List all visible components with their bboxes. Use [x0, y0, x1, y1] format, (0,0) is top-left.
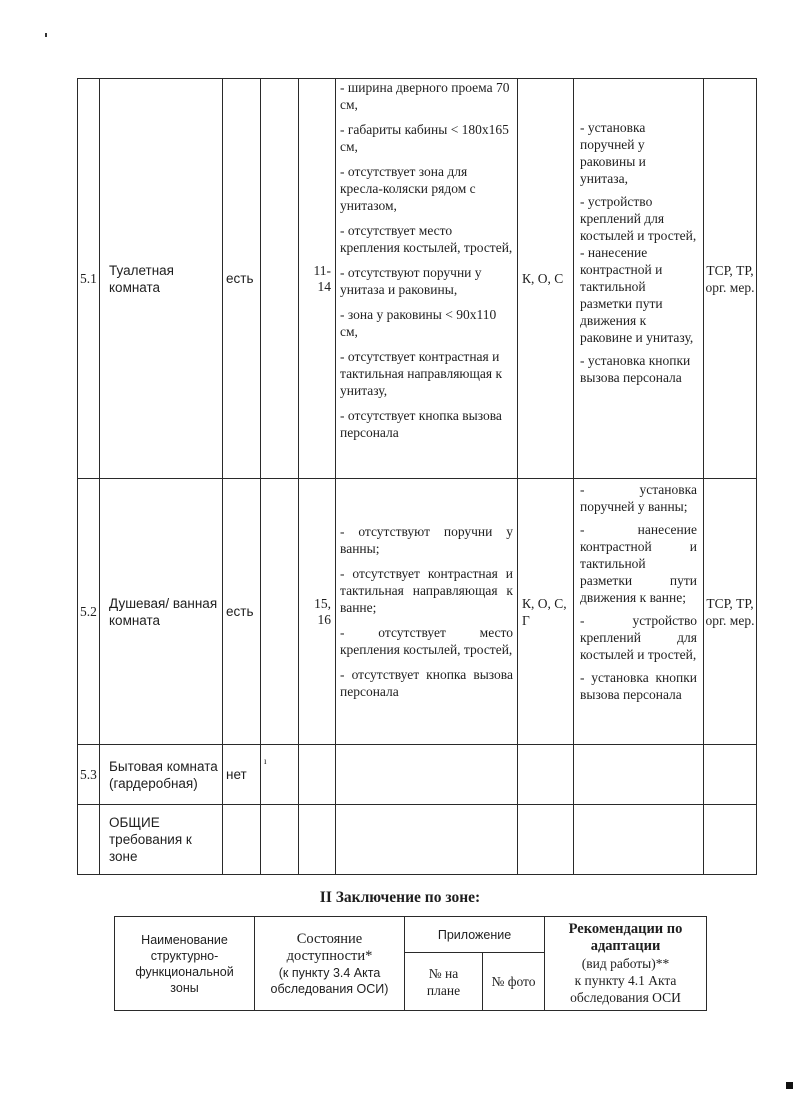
- zone-name: Бытовая комната (гардеробная): [100, 745, 223, 805]
- recommendation-item: - устройство креплений для костылей и тростей,: [580, 613, 697, 662]
- empty-cell: [261, 479, 299, 745]
- recommendations-list: [574, 79, 704, 479]
- header-photo-number: № фото: [483, 953, 545, 1011]
- empty-cell: [299, 745, 336, 805]
- issue-item: - габариты кабины < 180х165 см,: [340, 122, 509, 154]
- issue-item: - отсутствует кнопка вызова персонала: [340, 667, 513, 699]
- recommendation-item: - установка поручней у ванны;: [580, 482, 697, 514]
- header-rec-title: Рекомендации по адаптации: [568, 921, 683, 954]
- issue-item: - зона у раковины < 90х110 см,: [340, 307, 497, 339]
- empty-cell: [261, 805, 299, 875]
- header-rec-note: (вид работы)** к пункту 4.1 Акта обследования ОСИ: [570, 956, 681, 1005]
- header-state-title: Состояние доступности*: [286, 930, 373, 964]
- issue-item: - отсутствуют поручни у унитаза и раковины,: [340, 265, 482, 297]
- issue-item: - отсутствуют поручни у ванны;: [340, 524, 513, 556]
- issues-list: [336, 79, 518, 479]
- recommendation-item: - устройство креплений для костылей и тростей, - нанесение контрастной и тактильной разметки пути движения к раковине и унитазу,: [580, 194, 697, 345]
- header-zone-name: Наименование структурно-функциональной зоны: [115, 917, 255, 1011]
- recommendation-item: - установка кнопки вызова персонала: [580, 670, 697, 702]
- empty-cell: [704, 805, 757, 875]
- availability: есть: [223, 479, 261, 745]
- table-row: [78, 79, 757, 479]
- availability: есть: [223, 79, 261, 479]
- section-title: II Заключение по зоне:: [319, 889, 481, 906]
- zone-requirements-table: [77, 78, 757, 875]
- issue-item: - отсутствует контрастная и тактильная направляющая к унитазу,: [340, 349, 503, 398]
- issue-item: - отсутствует контрастная и тактильная направляющая к ванне;: [340, 566, 513, 615]
- zone-name: Туалетная комната: [100, 79, 223, 479]
- row-number: 5.2: [78, 479, 100, 745]
- scan-speck: [45, 33, 47, 37]
- table-row: [78, 745, 757, 805]
- empty-cell: [223, 805, 261, 875]
- empty-cell: [518, 745, 574, 805]
- recommendations-list: [574, 479, 704, 745]
- zone-name: ОБЩИЕ требования к зоне: [100, 805, 223, 875]
- table-header-row: [115, 917, 707, 953]
- issue-item: - отсутствует место крепления костылей, тростей,: [340, 625, 513, 657]
- issue-item: - ширина дверного проема 70 см,: [340, 80, 510, 112]
- header-appendix: Приложение: [405, 917, 545, 953]
- row-number: 5.1: [78, 79, 100, 479]
- empty-cell: [574, 805, 704, 875]
- issue-item: - отсутствует зона для кресла-коляски рядом с унитазом,: [340, 164, 476, 213]
- issues-list: [336, 479, 518, 745]
- empty-cell: [78, 805, 100, 875]
- scan-speck: [786, 1082, 793, 1089]
- empty-cell: [704, 745, 757, 805]
- conclusion-table: [114, 916, 707, 1011]
- header-accessibility-state: [255, 917, 405, 1011]
- recommendation-item: - установка кнопки вызова персонала: [580, 353, 691, 385]
- header-state-note: (к пункту 3.4 Акта обследования ОСИ): [270, 965, 389, 996]
- table-row: [78, 805, 757, 875]
- photo-numbers: 11- 14: [299, 79, 336, 479]
- empty-cell: [518, 805, 574, 875]
- work-type: ТСР, ТР, орг. мер.: [704, 479, 757, 745]
- header-plan-number: № на плане: [405, 953, 483, 1011]
- availability: нет: [223, 745, 261, 805]
- pencil-mark: ı: [261, 745, 299, 805]
- issue-item: - отсутствует кнопка вызова персонала: [340, 408, 502, 440]
- disability-categories: К, О, С, Г: [518, 479, 574, 745]
- photo-numbers: 15, 16: [299, 479, 336, 745]
- empty-cell: [261, 79, 299, 479]
- zone-name: Душевая/ ванная комната: [100, 479, 223, 745]
- empty-cell: [336, 745, 518, 805]
- empty-cell: [299, 805, 336, 875]
- disability-categories: К, О, С: [518, 79, 574, 479]
- table-row: [78, 479, 757, 745]
- empty-cell: [336, 805, 518, 875]
- recommendation-item: - установка поручней у раковины и унитаза,: [580, 120, 646, 186]
- empty-cell: [574, 745, 704, 805]
- header-recommendations: [545, 917, 707, 1011]
- recommendation-item: - нанесение контрастной и тактильной разметки пути движения к ванне;: [580, 522, 697, 605]
- row-number: 5.3: [78, 745, 100, 805]
- issue-item: - отсутствует место крепления костылей, тростей,: [340, 223, 513, 255]
- work-type: ТСР, ТР, орг. мер.: [704, 79, 757, 479]
